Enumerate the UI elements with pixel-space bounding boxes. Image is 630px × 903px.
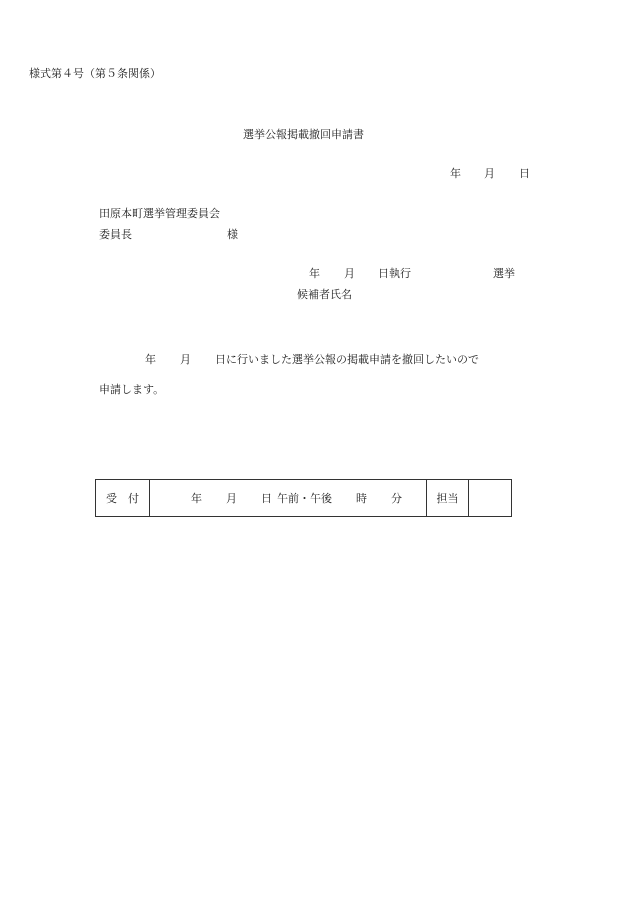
receipt-month: 月 [226,492,237,505]
body-year: 年 [145,353,156,366]
receipt-year: 年 [191,492,202,505]
receipt-day: 日 [261,492,272,505]
receipt-ampm: 午前・午後 [277,492,332,505]
form-number: 様式第４号（第５条関係） [29,67,161,80]
body-month: 月 [180,353,191,366]
receipt-minute: 分 [391,492,402,505]
election-day-exec: 日執行 [378,267,411,280]
election-year: 年 [309,267,320,280]
body-line-1 [145,353,479,367]
receipt-datetime [150,480,427,517]
body-text-1: 日に行いました選挙公報の掲載申請を撤回したいので [215,353,479,366]
date-year: 年 [450,167,461,180]
addressee-honorific: 様 [227,228,238,241]
receipt-hour: 時 [356,492,367,505]
receipt-tanto-box[interactable] [469,480,512,517]
addressee-chair: 委員長 [99,228,132,241]
addressee-committee: 田原本町選挙管理委員会 [99,207,220,220]
body-line-2: 申請します。 [99,383,165,396]
candidate-name-label: 候補者氏名 [297,288,352,301]
receipt-table [95,479,512,517]
election-label: 選挙 [493,267,515,280]
document-title: 選挙公報掲載撤回申請書 [243,128,364,141]
election-month: 月 [344,267,355,280]
receipt-tanto-label: 担当 [427,480,469,517]
date-month: 月 [484,167,495,180]
date-day: 日 [519,167,530,180]
election-line [309,267,515,281]
date-line [450,167,530,181]
receipt-label: 受 付 [96,480,150,517]
